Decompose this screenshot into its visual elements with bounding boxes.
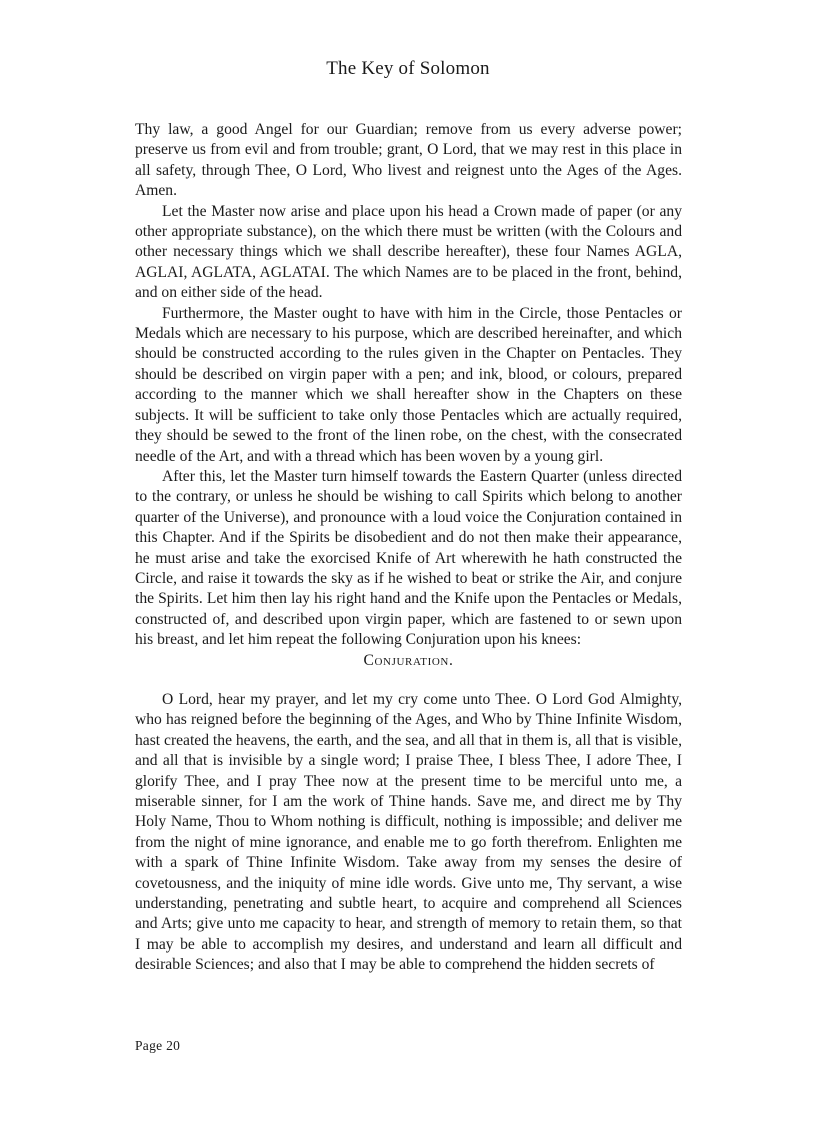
body-text (135, 120, 682, 976)
section-heading-conjuration: Conjuration. (363, 651, 454, 669)
paragraph: Thy law, a good Angel for our Guardian; remove from us every adverse power; preserve us from evil and from trouble; grant, O Lord, that we may rest in this place in all safety, through Thee, O Lord, Who livest and reignest unto the Ages of the Ages. Amen. (135, 121, 682, 200)
page-number: Page 20 (135, 1038, 181, 1053)
running-head-title: The Key of Solomon (326, 58, 490, 79)
paragraph: Let the Master now arise and place upon his head a Crown made of paper (or any other appropriate substance), on the which there must be written (with the Colours and other necessary things which we shall describe hereafter), these four Names AGLA, AGLAI, AGLATA, AGLATAI. The which Names are to be placed in the front, behind, and on either side of the head. (135, 202, 682, 302)
paragraph: After this, let the Master turn himself towards the Eastern Quarter (unless directed to the contrary, or unless he should be wishing to call Spirits which belong to another quarter of the Universe), and pronounce with a loud voice the Conjuration contained in this Chapter. And if the Spirits be disobedient and do not then make their appearance, he must arise and take the exorcised Knife of Art wherewith he hath constructed the Circle, and raise it towards the sky as if he wished to beat or strike the Air, and conjure the Spirits. Let him then lay his right hand and the Knife upon the Pentacles or Medals, constructed of, and described upon virgin paper, which are fastened to or sewn upon his breast, and let him repeat the following Conjuration upon his knees: (135, 467, 682, 649)
paragraph: O Lord, hear my prayer, and let my cry come unto Thee. O Lord God Almighty, who has reigned before the beginning of the Ages, and Who by Thine Infinite Wisdom, hast created the heavens, the earth, and the sea, and all that in them is, all that is visible, and all that is invisible by a single word; I praise Thee, I bless Thee, I adore Thee, I glorify Thee, and I pray Thee now at the present time to be merciful unto me, a miserable sinner, for I am the work of Thine hands. Save me, and direct me by Thy Holy Name, Thou to Whom nothing is difficult, nothing is impossible; and deliver me from the night of mine ignorance, and enable me to go forth therefrom. Enlighten me with a spark of Thine Infinite Wisdom. Take away from my senses the desire of covetousness, and the iniquity of mine idle words. Give unto me, Thy servant, a wise understanding, penetrating and subtle heart, to acquire and comprehend all Sciences and Arts; give unto me capacity to hear, and strength of memory to retain them, so that I may be able to accomplish my desires, and understand and learn all difficult and desirable Sciences; and also that I may be able to comprehend the hidden secrets of (135, 690, 682, 974)
paragraph: Furthermore, the Master ought to have with him in the Circle, those Pentacles or Medals which are necessary to his purpose, which are described hereinafter, and which should be constructed according to the rules given in the Chapter on Pentacles. They should be described on virgin paper with a pen; and ink, blood, or colours, prepared according to the manner which we shall hereafter show in the Chapters on these subjects. It will be sufficient to take only those Pentacles which are actually required, they should be sewed to the front of the linen robe, on the chest, with the consecrated needle of the Art, and with a thread which has been woven by a young girl. (135, 304, 682, 465)
